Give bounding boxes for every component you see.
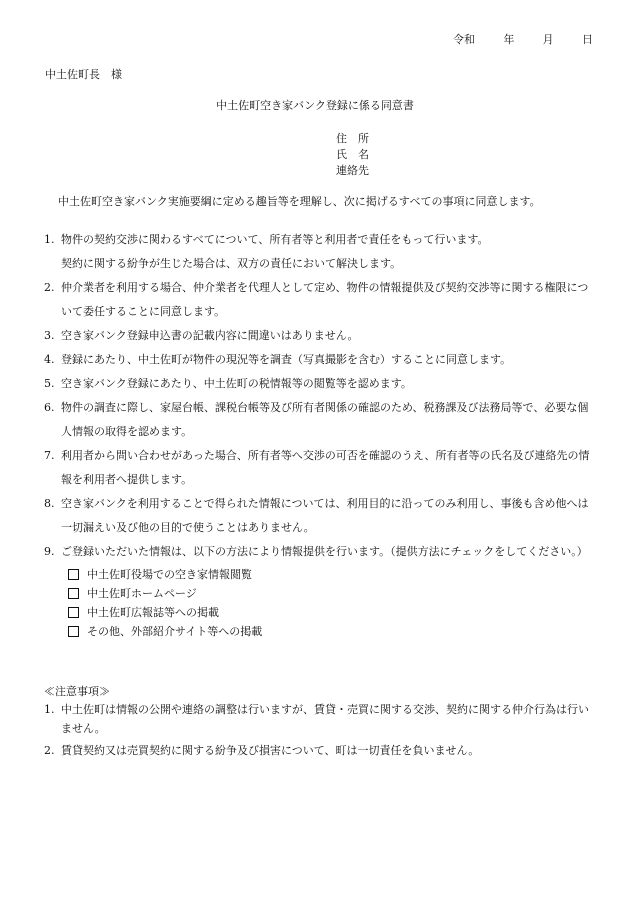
checkbox[interactable]: [68, 569, 79, 580]
note-text: 中土佐町は情報の公開や連絡の調整は行いますが、賃貸・売買に関する交渉、契約に関する仲介行為は行いません。: [61, 703, 589, 735]
consent-item: [44, 348, 594, 372]
item-text: 仲介業者を利用する場合、仲介業者を代理人として定め、物件の情報提供及び契約交渉等に関する権限について委任することに同意します。: [61, 281, 589, 318]
note-text: 賃貸契約又は売買契約に関する紛争及び損害について、町は一切責任を負いません。: [61, 744, 480, 757]
item-number: 1.: [44, 233, 55, 246]
item-text: 空き家バンク登録申込書の記載内容に間違いはありません。: [61, 329, 359, 342]
item-text: 物件の調査に際し、家屋台帳、課税台帳等及び所有者関係の確認のため、税務課及び法務局等で、必要な個人情報の取得を認めます。: [61, 401, 589, 438]
item-text-line: 契約に関する紛争が生じた場合は、双方の責任において解決します。: [61, 257, 402, 270]
option-label: その他、外部紹介サイト等への掲載: [87, 625, 263, 638]
item-number: 3.: [44, 329, 55, 342]
item-text: 利用者から問い合わせがあった場合、所有者等へ交渉の可否を確認のうえ、所有者等の氏名及び連絡先の情報を利用者へ提供します。: [61, 449, 590, 486]
consent-item: [44, 492, 594, 540]
checkbox[interactable]: [68, 588, 79, 599]
date-era: 令和: [453, 33, 475, 46]
note-item: [44, 700, 594, 738]
option-row[interactable]: [68, 603, 594, 622]
consent-item: [44, 228, 594, 276]
document-title: 中土佐町空き家バンク登録に係る同意書: [216, 99, 414, 112]
option-row[interactable]: [68, 565, 594, 584]
sender-contact-label: 連絡先: [336, 164, 369, 177]
consent-items: [44, 228, 594, 641]
item-number: 9.: [44, 545, 55, 558]
provision-method-options: [68, 565, 594, 641]
option-label: 中土佐町役場での空き家情報閲覧: [87, 568, 252, 581]
date-month: 月: [542, 33, 554, 46]
item-number: 6.: [44, 401, 55, 414]
consent-item: [44, 372, 594, 396]
item-number: 7.: [44, 449, 55, 462]
option-row[interactable]: [68, 622, 594, 641]
consent-item: [44, 540, 594, 564]
item-text: ご登録いただいた情報は、以下の方法により情報提供を行います。（提供方法にチェックをしてください。）: [61, 545, 588, 558]
item-text: [61, 228, 594, 276]
addressee: 中土佐町長 様: [45, 68, 122, 81]
item-number: 2.: [44, 281, 55, 294]
option-label: 中土佐町ホームページ: [87, 587, 197, 600]
note-item: [44, 741, 594, 760]
item-text: 登録にあたり、中土佐町が物件の現況等を調査（写真撮影を含む）することに同意します。: [61, 353, 512, 366]
sender-name-label: 氏 名: [336, 148, 369, 161]
notes-heading: ≪注意事項≫: [44, 685, 110, 698]
item-text: 空き家バンクを利用することで得られた情報については、利用目的に沿ってのみ利用し、事後も含め他へは一切漏えい及び他の目的で使うことはありません。: [61, 497, 589, 534]
option-label: 中土佐町広報誌等への掲載: [87, 606, 219, 619]
consent-item: [44, 324, 594, 348]
checkbox[interactable]: [68, 607, 79, 618]
item-number: 4.: [44, 353, 55, 366]
consent-item: [44, 396, 594, 444]
date-year: 年: [503, 33, 515, 46]
note-number: 2.: [44, 744, 55, 757]
date-day: 日: [581, 33, 593, 46]
intro-text: 中土佐町空き家バンク実施要綱に定める趣旨等を理解し、次に掲げるすべての事項に同意します。: [58, 195, 541, 208]
checkbox[interactable]: [68, 626, 79, 637]
item-number: 5.: [44, 377, 55, 390]
item-text: 空き家バンク登録にあたり、中土佐町の税情報等の閲覧等を認めます。: [61, 377, 412, 390]
consent-item: [44, 276, 594, 324]
sender-address-label: 住 所: [336, 132, 369, 145]
notes-list: [44, 697, 594, 760]
item-number: 8.: [44, 497, 55, 510]
note-number: 1.: [44, 703, 55, 716]
consent-item: [44, 444, 594, 492]
item-text-line: 物件の契約交渉に関わるすべてについて、所有者等と利用者で責任をもって行います。: [61, 233, 489, 246]
option-row[interactable]: [68, 584, 594, 603]
date-line: [453, 31, 593, 47]
